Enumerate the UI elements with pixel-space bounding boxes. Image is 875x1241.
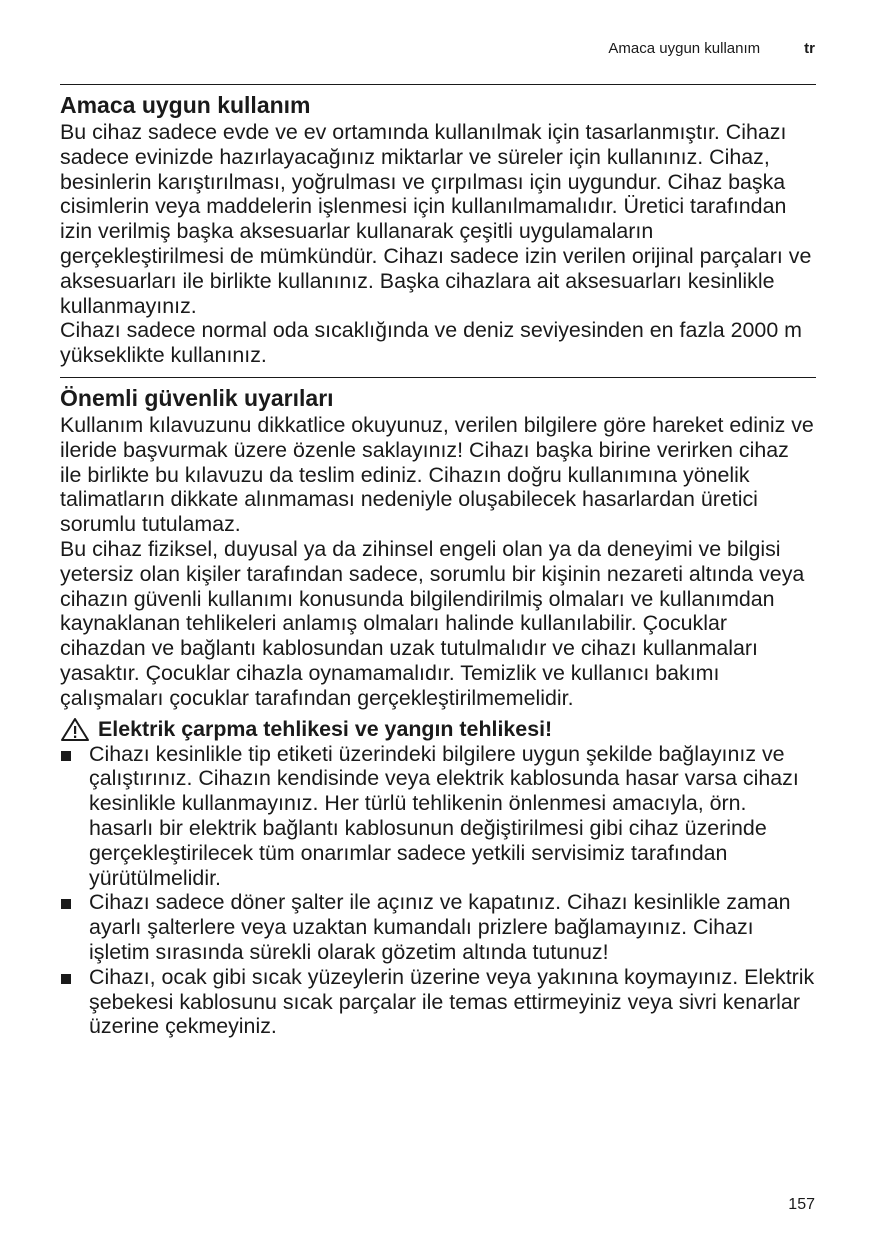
list-item-text: Cihazı sadece döner şalter ile açınız ve kapatınız. Cihazı kesinlikle zaman ayarlı şalterlere veya uzaktan kumandalı prizlere bağlamayınız. Cihazı işletim sırasında sürekli olarak gözetim altında tutunuz! <box>89 890 791 964</box>
paragraph: Bu cihaz sadece evde ve ev ortamında kullanılmak için tasarlanmıştır. Cihazı sadece evinizde hazırlayacağınız miktarlar ve süreler için kullanınız. Cihaz, besinlerin karıştırılması, yoğrulması ve çırpılması için uygundur. Cihaz başka cisimlerin veya maddelerin işlenmesi için kullanılmamalıdır. Üretici tarafından izin verilmiş başka aksesuarlar kullanarak çeşitli uygulamaların gerçekleştirilmesi de mümkündür. Cihazı sadece izin verilen orijinal parçaları ve aksesuarları ile birlikte kullanınız. Başka cihazlara ait aksesuarları kesinlikle kullanmayınız. <box>60 120 812 318</box>
square-bullet-icon <box>61 751 71 761</box>
paragraph: Bu cihaz fiziksel, duyusal ya da zihinsel engeli olan ya da deneyimi ve bilgisi yetersiz olan kişiler tarafından sadece, sorumlu bir kişinin nezareti altında veya cihazın güvenli kullanımı konusunda bilgilendirilmiş olmaları ve kullanımdan kaynaklanan tehlikeleri anlamış olmaları halinde kullanılabilir. Çocuklar cihazdan ve bağlantı kablosundan uzak tutulmalıdır ve cihazı kullanmaları yasaktır. Çocuklar cihazla oynamamalıdır. Temizlik ve kullanıcı bakımı çalışmaları çocuklar tarafından gerçekleştirilmemelidir. <box>60 536 805 710</box>
list-item-text: Cihazı kesinlikle tip etiketi üzerindeki bilgilere uygun şekilde bağlayınız ve çalıştırınız. Cihazın kendisinde veya elektrik kablosunda hasar varsa cihazı kesinlikle kullanmayınız. Her türlü tehlikenin önlenmesi amacıyla, örn. hasarlı bir elektrik bağlantı kablosunun değiştirilmesi gibi cihaz üzerinde gerçekleştirilecek tüm onarımlar sadece yetkili servisimiz tarafından yürütülmelidir. <box>89 741 799 890</box>
section-divider <box>60 84 816 85</box>
intended-use-section <box>60 90 816 368</box>
square-bullet-icon <box>61 974 71 984</box>
section-heading: Önemli güvenlik uyarıları <box>60 384 334 411</box>
page-content <box>60 84 816 1039</box>
page-number: 157 <box>788 1196 815 1213</box>
running-header <box>608 40 815 57</box>
safety-section <box>60 383 816 1039</box>
list-item <box>60 742 816 891</box>
header-language-code: tr <box>804 40 815 57</box>
list-item <box>60 965 816 1039</box>
section-heading: Amaca uygun kullanım <box>60 92 311 118</box>
paragraph: Cihazı sadece normal oda sıcaklığında ve deniz seviyesinden en fazla 2000 m yükseklikte kullanınız. <box>60 318 802 368</box>
section-divider <box>60 377 816 378</box>
list-item <box>60 890 816 964</box>
header-section-title: Amaca uygun kullanım <box>608 40 761 57</box>
warning-heading <box>60 717 816 742</box>
list-item-text: Cihazı, ocak gibi sıcak yüzeylerin üzerine veya yakınına koymayınız. Elektrik şebekesi kablosunu sıcak parçalar ile temas ettirmeyiniz veya sivri kenarlar üzerine çekmeyiniz. <box>89 964 815 1039</box>
square-bullet-icon <box>61 899 71 909</box>
warning-list <box>60 742 816 1040</box>
warning-triangle-icon <box>60 717 90 742</box>
warning-title: Elektrik çarpma tehlikesi ve yangın tehlikesi! <box>98 716 553 741</box>
paragraph: Kullanım kılavuzunu dikkatlice okuyunuz, verilen bilgilere göre hareket ediniz ve ileride başvurmak üzere özenle saklayınız! Cihazı başka birine verirken cihaz ile birlikte bu kılavuzu da teslim ediniz. Cihazın doğru kullanımına yönelik talimatların dikkate alınmaması nedeniyle oluşabilecek hasarlardan üretici sorumlu tutulamaz. <box>60 412 814 537</box>
